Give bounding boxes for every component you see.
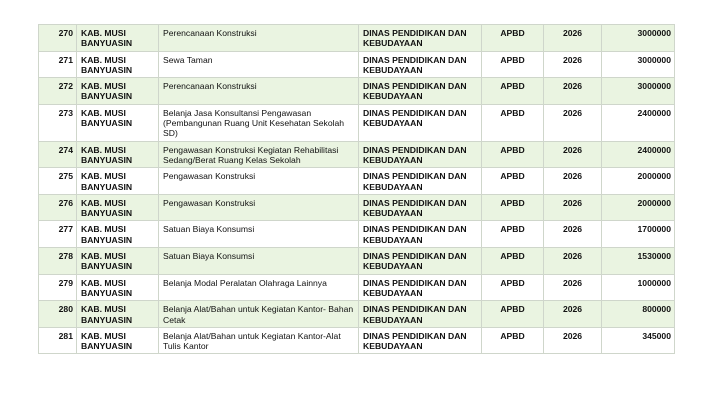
amount-cell: 1530000 — [602, 248, 675, 275]
year-cell: 2026 — [544, 221, 602, 248]
agency-cell: DINAS PENDIDIKAN DAN KEBUDAYAAN — [359, 327, 482, 354]
year-cell: 2026 — [544, 274, 602, 301]
description-cell: Pengawasan Konstruksi — [159, 194, 359, 221]
region-cell: KAB. MUSI BANYUASIN — [77, 25, 159, 52]
description-cell: Sewa Taman — [159, 51, 359, 78]
year-cell: 2026 — [544, 78, 602, 105]
year-cell: 2026 — [544, 141, 602, 168]
agency-cell: DINAS PENDIDIKAN DAN KEBUDAYAAN — [359, 221, 482, 248]
region-cell: KAB. MUSI BANYUASIN — [77, 78, 159, 105]
amount-cell: 800000 — [602, 301, 675, 328]
table-row — [39, 248, 675, 275]
table-row — [39, 274, 675, 301]
fund-source-cell: APBD — [482, 274, 544, 301]
region-cell: KAB. MUSI BANYUASIN — [77, 104, 159, 141]
year-cell: 2026 — [544, 51, 602, 78]
amount-cell: 3000000 — [602, 78, 675, 105]
amount-cell: 1700000 — [602, 221, 675, 248]
description-cell: Perencanaan Konstruksi — [159, 78, 359, 105]
procurement-table — [38, 24, 675, 354]
amount-cell: 2400000 — [602, 104, 675, 141]
amount-cell: 345000 — [602, 327, 675, 354]
row-number: 274 — [39, 141, 77, 168]
fund-source-cell: APBD — [482, 194, 544, 221]
amount-cell: 2000000 — [602, 168, 675, 195]
year-cell: 2026 — [544, 248, 602, 275]
description-cell: Pengawasan Konstruksi — [159, 168, 359, 195]
region-cell: KAB. MUSI BANYUASIN — [77, 168, 159, 195]
description-cell: Belanja Alat/Bahan untuk Kegiatan Kantor-Alat Tulis Kantor — [159, 327, 359, 354]
table-row — [39, 104, 675, 141]
agency-cell: DINAS PENDIDIKAN DAN KEBUDAYAAN — [359, 51, 482, 78]
row-number: 281 — [39, 327, 77, 354]
table-row — [39, 141, 675, 168]
description-cell: Perencanaan Konstruksi — [159, 25, 359, 52]
table-row — [39, 168, 675, 195]
table-row — [39, 78, 675, 105]
table-row — [39, 221, 675, 248]
fund-source-cell: APBD — [482, 221, 544, 248]
description-cell: Pengawasan Konstruksi Kegiatan Rehabilitasi Sedang/Berat Ruang Kelas Sekolah — [159, 141, 359, 168]
fund-source-cell: APBD — [482, 25, 544, 52]
amount-cell: 1000000 — [602, 274, 675, 301]
table-row — [39, 25, 675, 52]
agency-cell: DINAS PENDIDIKAN DAN KEBUDAYAAN — [359, 168, 482, 195]
agency-cell: DINAS PENDIDIKAN DAN KEBUDAYAAN — [359, 78, 482, 105]
fund-source-cell: APBD — [482, 141, 544, 168]
row-number: 280 — [39, 301, 77, 328]
agency-cell: DINAS PENDIDIKAN DAN KEBUDAYAAN — [359, 141, 482, 168]
agency-cell: DINAS PENDIDIKAN DAN KEBUDAYAAN — [359, 194, 482, 221]
fund-source-cell: APBD — [482, 104, 544, 141]
row-number: 270 — [39, 25, 77, 52]
table-row — [39, 194, 675, 221]
table-row — [39, 301, 675, 328]
row-number: 271 — [39, 51, 77, 78]
description-cell: Belanja Jasa Konsultansi Pengawasan (Pembangunan Ruang Unit Kesehatan Sekolah SD) — [159, 104, 359, 141]
region-cell: KAB. MUSI BANYUASIN — [77, 141, 159, 168]
fund-source-cell: APBD — [482, 248, 544, 275]
description-cell: Belanja Modal Peralatan Olahraga Lainnya — [159, 274, 359, 301]
fund-source-cell: APBD — [482, 78, 544, 105]
agency-cell: DINAS PENDIDIKAN DAN KEBUDAYAAN — [359, 25, 482, 52]
agency-cell: DINAS PENDIDIKAN DAN KEBUDAYAAN — [359, 104, 482, 141]
row-number: 277 — [39, 221, 77, 248]
row-number: 279 — [39, 274, 77, 301]
region-cell: KAB. MUSI BANYUASIN — [77, 274, 159, 301]
year-cell: 2026 — [544, 301, 602, 328]
region-cell: KAB. MUSI BANYUASIN — [77, 221, 159, 248]
region-cell: KAB. MUSI BANYUASIN — [77, 301, 159, 328]
description-cell: Satuan Biaya Konsumsi — [159, 221, 359, 248]
fund-source-cell: APBD — [482, 301, 544, 328]
region-cell: KAB. MUSI BANYUASIN — [77, 194, 159, 221]
description-cell: Satuan Biaya Konsumsi — [159, 248, 359, 275]
row-number: 278 — [39, 248, 77, 275]
region-cell: KAB. MUSI BANYUASIN — [77, 327, 159, 354]
amount-cell: 2000000 — [602, 194, 675, 221]
amount-cell: 3000000 — [602, 51, 675, 78]
year-cell: 2026 — [544, 194, 602, 221]
year-cell: 2026 — [544, 25, 602, 52]
year-cell: 2026 — [544, 104, 602, 141]
agency-cell: DINAS PENDIDIKAN DAN KEBUDAYAAN — [359, 248, 482, 275]
row-number: 276 — [39, 194, 77, 221]
table-row — [39, 51, 675, 78]
row-number: 273 — [39, 104, 77, 141]
year-cell: 2026 — [544, 168, 602, 195]
fund-source-cell: APBD — [482, 51, 544, 78]
agency-cell: DINAS PENDIDIKAN DAN KEBUDAYAAN — [359, 301, 482, 328]
row-number: 275 — [39, 168, 77, 195]
fund-source-cell: APBD — [482, 168, 544, 195]
procurement-table-sheet — [38, 24, 674, 354]
agency-cell: DINAS PENDIDIKAN DAN KEBUDAYAAN — [359, 274, 482, 301]
region-cell: KAB. MUSI BANYUASIN — [77, 248, 159, 275]
description-cell: Belanja Alat/Bahan untuk Kegiatan Kantor- Bahan Cetak — [159, 301, 359, 328]
year-cell: 2026 — [544, 327, 602, 354]
region-cell: KAB. MUSI BANYUASIN — [77, 51, 159, 78]
row-number: 272 — [39, 78, 77, 105]
table-row — [39, 327, 675, 354]
table-body — [39, 25, 675, 354]
amount-cell: 2400000 — [602, 141, 675, 168]
fund-source-cell: APBD — [482, 327, 544, 354]
amount-cell: 3000000 — [602, 25, 675, 52]
